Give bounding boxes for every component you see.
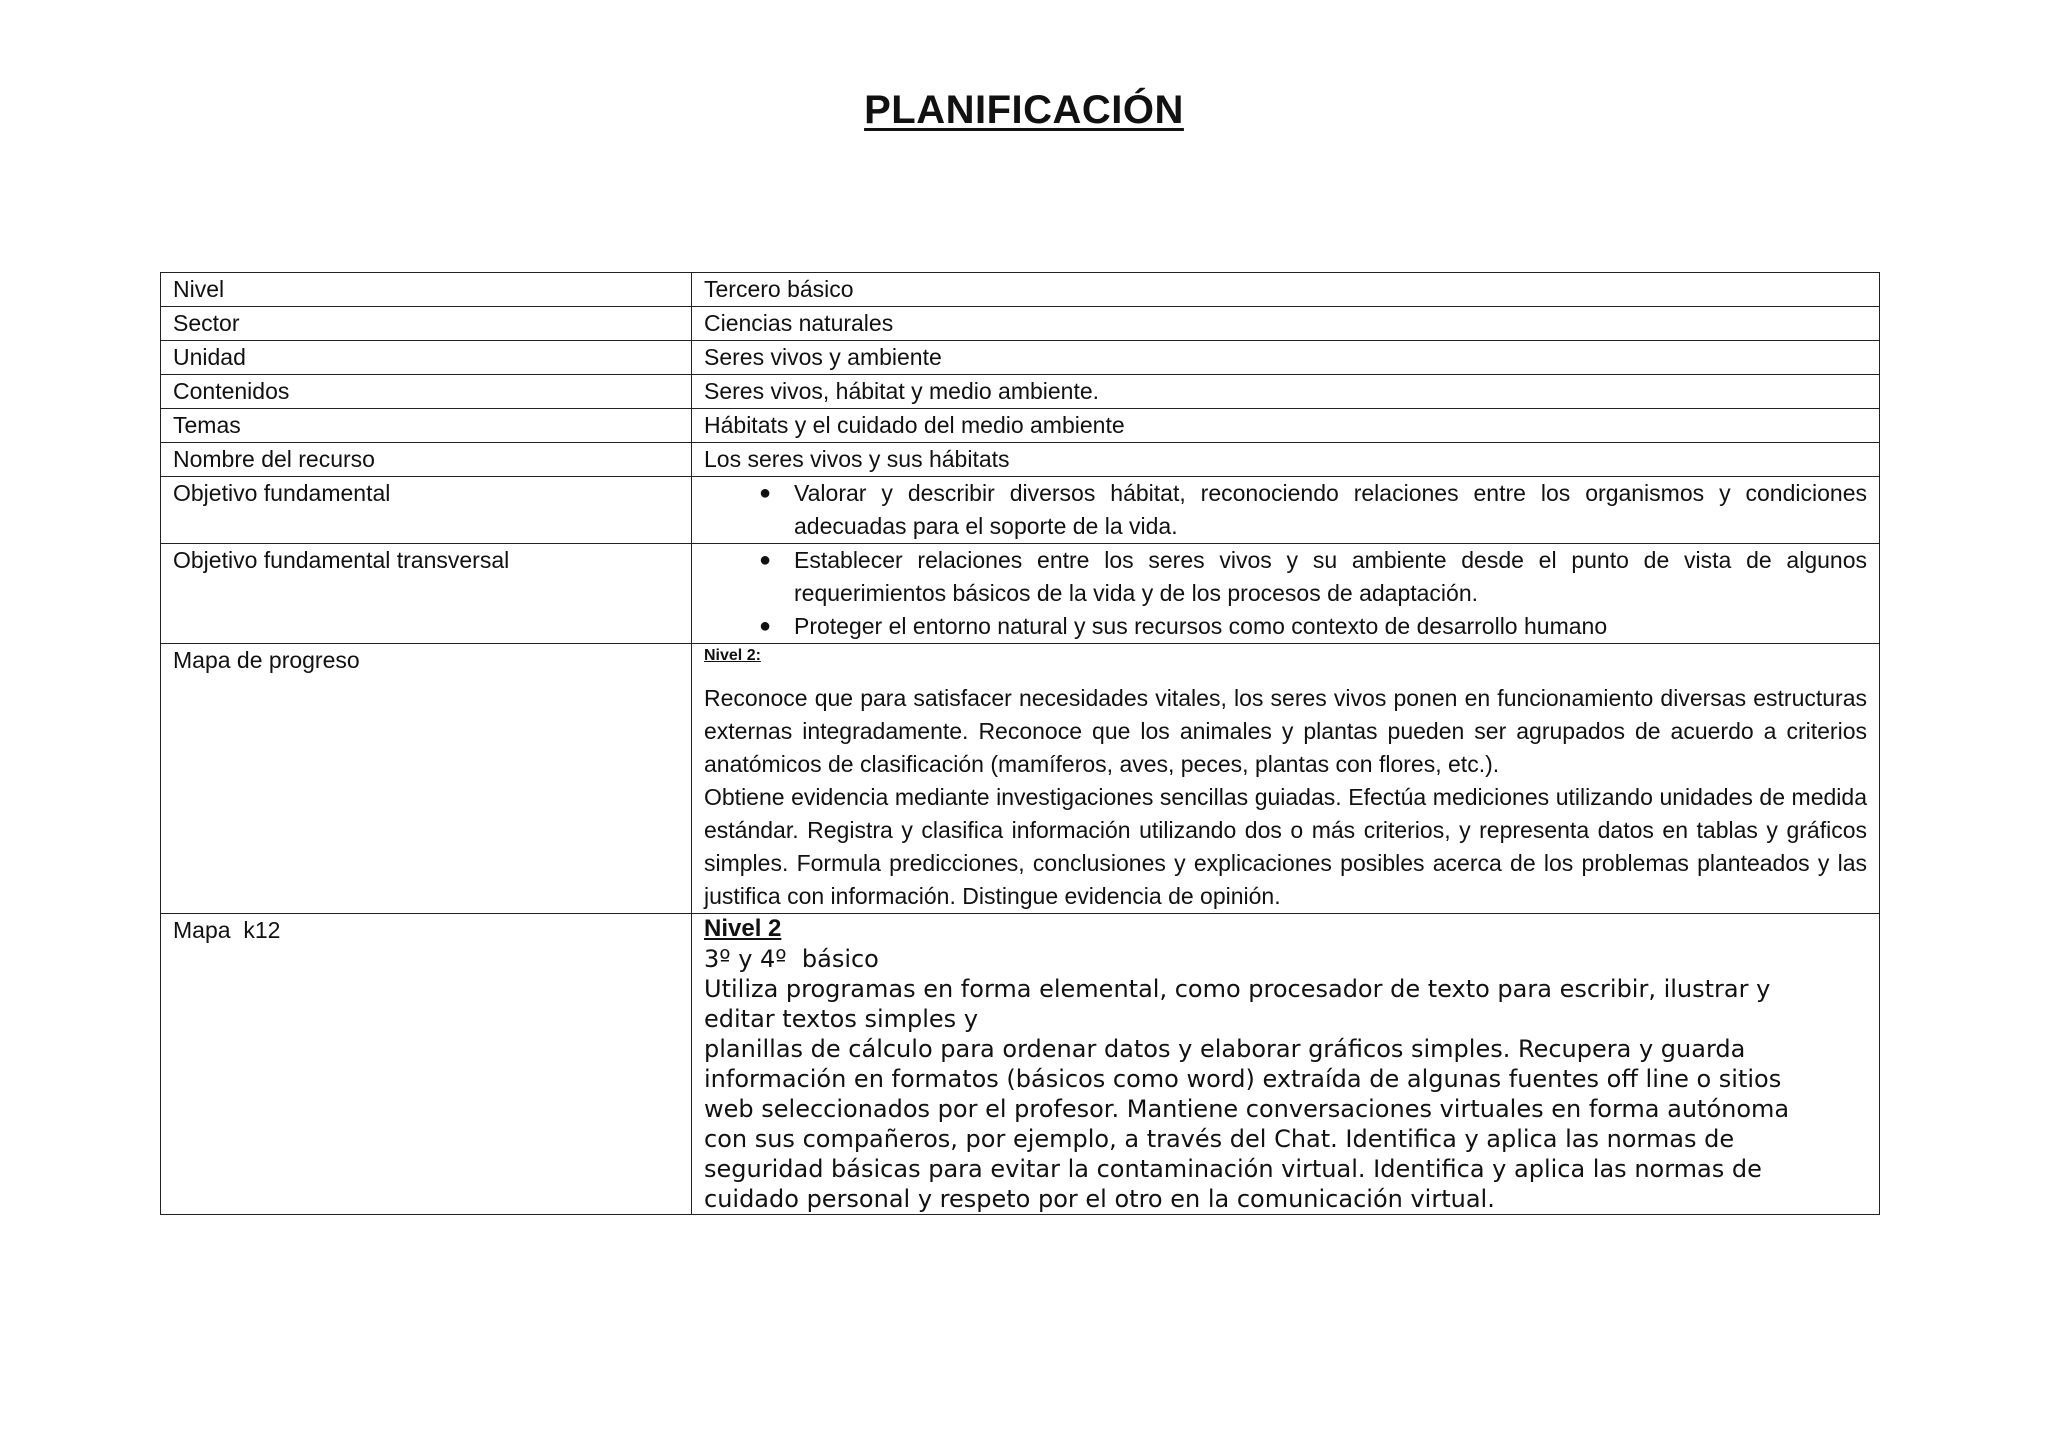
mapa-k12-line: seguridad básicas para evitar la contaminación virtual. Identifica y aplica las normas de (704, 1155, 1762, 1183)
mapa-k12-line: con sus compañeros, por ejemplo, a través del Chat. Identifica y aplica las normas de (704, 1125, 1735, 1153)
row-label-objetivo-fundamental: Objetivo fundamental (161, 477, 692, 544)
mapa-k12-text (704, 944, 1867, 1214)
row-value-sector: Ciencias naturales (692, 307, 1880, 341)
row-label-mapa-k12: Mapa k12 (161, 914, 692, 1215)
row-label-sector: Sector (161, 307, 692, 341)
mapa-k12-line: información en formatos (básicos como word) extraída de algunas fuentes off line o sitios (704, 1065, 1782, 1093)
mapa-k12-line: cuidado personal y respeto por el otro en la comunicación virtual. (704, 1185, 1495, 1213)
bullet-text: Proteger el entorno natural y sus recursos como contexto de desarrollo humano (794, 613, 1608, 639)
mapa-k12-line: editar textos simples y (704, 1005, 979, 1033)
mapa-k12-line: web seleccionados por el profesor. Mantiene conversaciones virtuales en forma autónoma (704, 1095, 1790, 1123)
row-value-mapa-k12 (692, 914, 1880, 1215)
row-label-mapa-progreso: Mapa de progreso (161, 644, 692, 914)
bullet-text: Establecer relaciones entre los seres vivos y su ambiente desde el punto de vista de algunos requerimientos básicos de la vida y de los procesos de adaptación. (794, 547, 1867, 606)
row-label-unidad: Unidad (161, 341, 692, 375)
row-label-nombre-recurso: Nombre del recurso (161, 443, 692, 477)
mapa-k12-nivel: Nivel 2 (704, 915, 782, 942)
table-row-objetivo-transversal (161, 544, 1880, 644)
row-label-nivel: Nivel (161, 273, 692, 307)
row-value-mapa-progreso (692, 644, 1880, 914)
row-label-contenidos: Contenidos (161, 375, 692, 409)
bullet-item (759, 477, 1867, 543)
row-value-temas: Hábitats y el cuidado del medio ambiente (692, 409, 1880, 443)
planning-table (160, 272, 1880, 1215)
row-label-temas: Temas (161, 409, 692, 443)
table-row-nombre-recurso (161, 443, 1880, 477)
table-row-unidad (161, 341, 1880, 375)
bullet-icon: ● (759, 482, 772, 504)
table-row-mapa-progreso (161, 644, 1880, 914)
mapa-progreso-paragraph-1: Reconoce que para satisfacer necesidades vitales, los seres vivos ponen en funcionamiento diversas estructuras externas integradamente. Reconoce que los animales y plantas pueden ser agrupados de acuerdo a criterios anatómicos de clasificación (mamíferos, aves, peces, plantas con flores, etc.). (704, 685, 1867, 777)
row-value-nombre-recurso: Los seres vivos y sus hábitats (692, 443, 1880, 477)
table-row-temas (161, 409, 1880, 443)
mapa-k12-line: Utiliza programas en forma elemental, como procesador de texto para escribir, ilustrar y (704, 975, 1771, 1003)
objetivo-fundamental-list (704, 477, 1867, 543)
row-value-objetivo-transversal (692, 544, 1880, 644)
bullet-text: Valorar y describir diversos hábitat, reconociendo relaciones entre los organismos y condiciones adecuadas para el soporte de la vida. (794, 480, 1867, 539)
bullet-icon: ● (759, 615, 772, 637)
objetivo-transversal-list (704, 544, 1867, 643)
table-row-contenidos (161, 375, 1880, 409)
bullet-item (759, 610, 1867, 643)
mapa-progreso-nivel: Nivel 2: (704, 647, 761, 664)
mapa-progreso-paragraph-2: Obtiene evidencia mediante investigaciones sencillas guiadas. Efectúa mediciones utilizando unidades de medida estándar. Registra y clasifica información utilizando dos o más criterios, y representa datos en tablas y gráficos simples. Formula predicciones, conclusiones y explicaciones posibles acerca de los problemas planteados y las justifica con información. Distingue evidencia de opinión. (704, 784, 1867, 909)
mapa-k12-line: planillas de cálculo para ordenar datos y elaborar gráficos simples. Recupera y guarda (704, 1035, 1746, 1063)
table-row-mapa-k12 (161, 914, 1880, 1215)
mapa-k12-grado: 3º y 4º básico (704, 945, 879, 973)
table-row-nivel (161, 273, 1880, 307)
bullet-icon: ● (759, 549, 772, 571)
row-value-nivel: Tercero básico (692, 273, 1880, 307)
row-value-unidad: Seres vivos y ambiente (692, 341, 1880, 375)
row-label-objetivo-transversal: Objetivo fundamental transversal (161, 544, 692, 644)
table-row-sector (161, 307, 1880, 341)
page-title: PLANIFICACIÓN (864, 88, 1184, 132)
table-row-objetivo-fundamental (161, 477, 1880, 544)
row-value-objetivo-fundamental (692, 477, 1880, 544)
bullet-item (759, 544, 1867, 610)
row-value-contenidos: Seres vivos, hábitat y medio ambiente. (692, 375, 1880, 409)
